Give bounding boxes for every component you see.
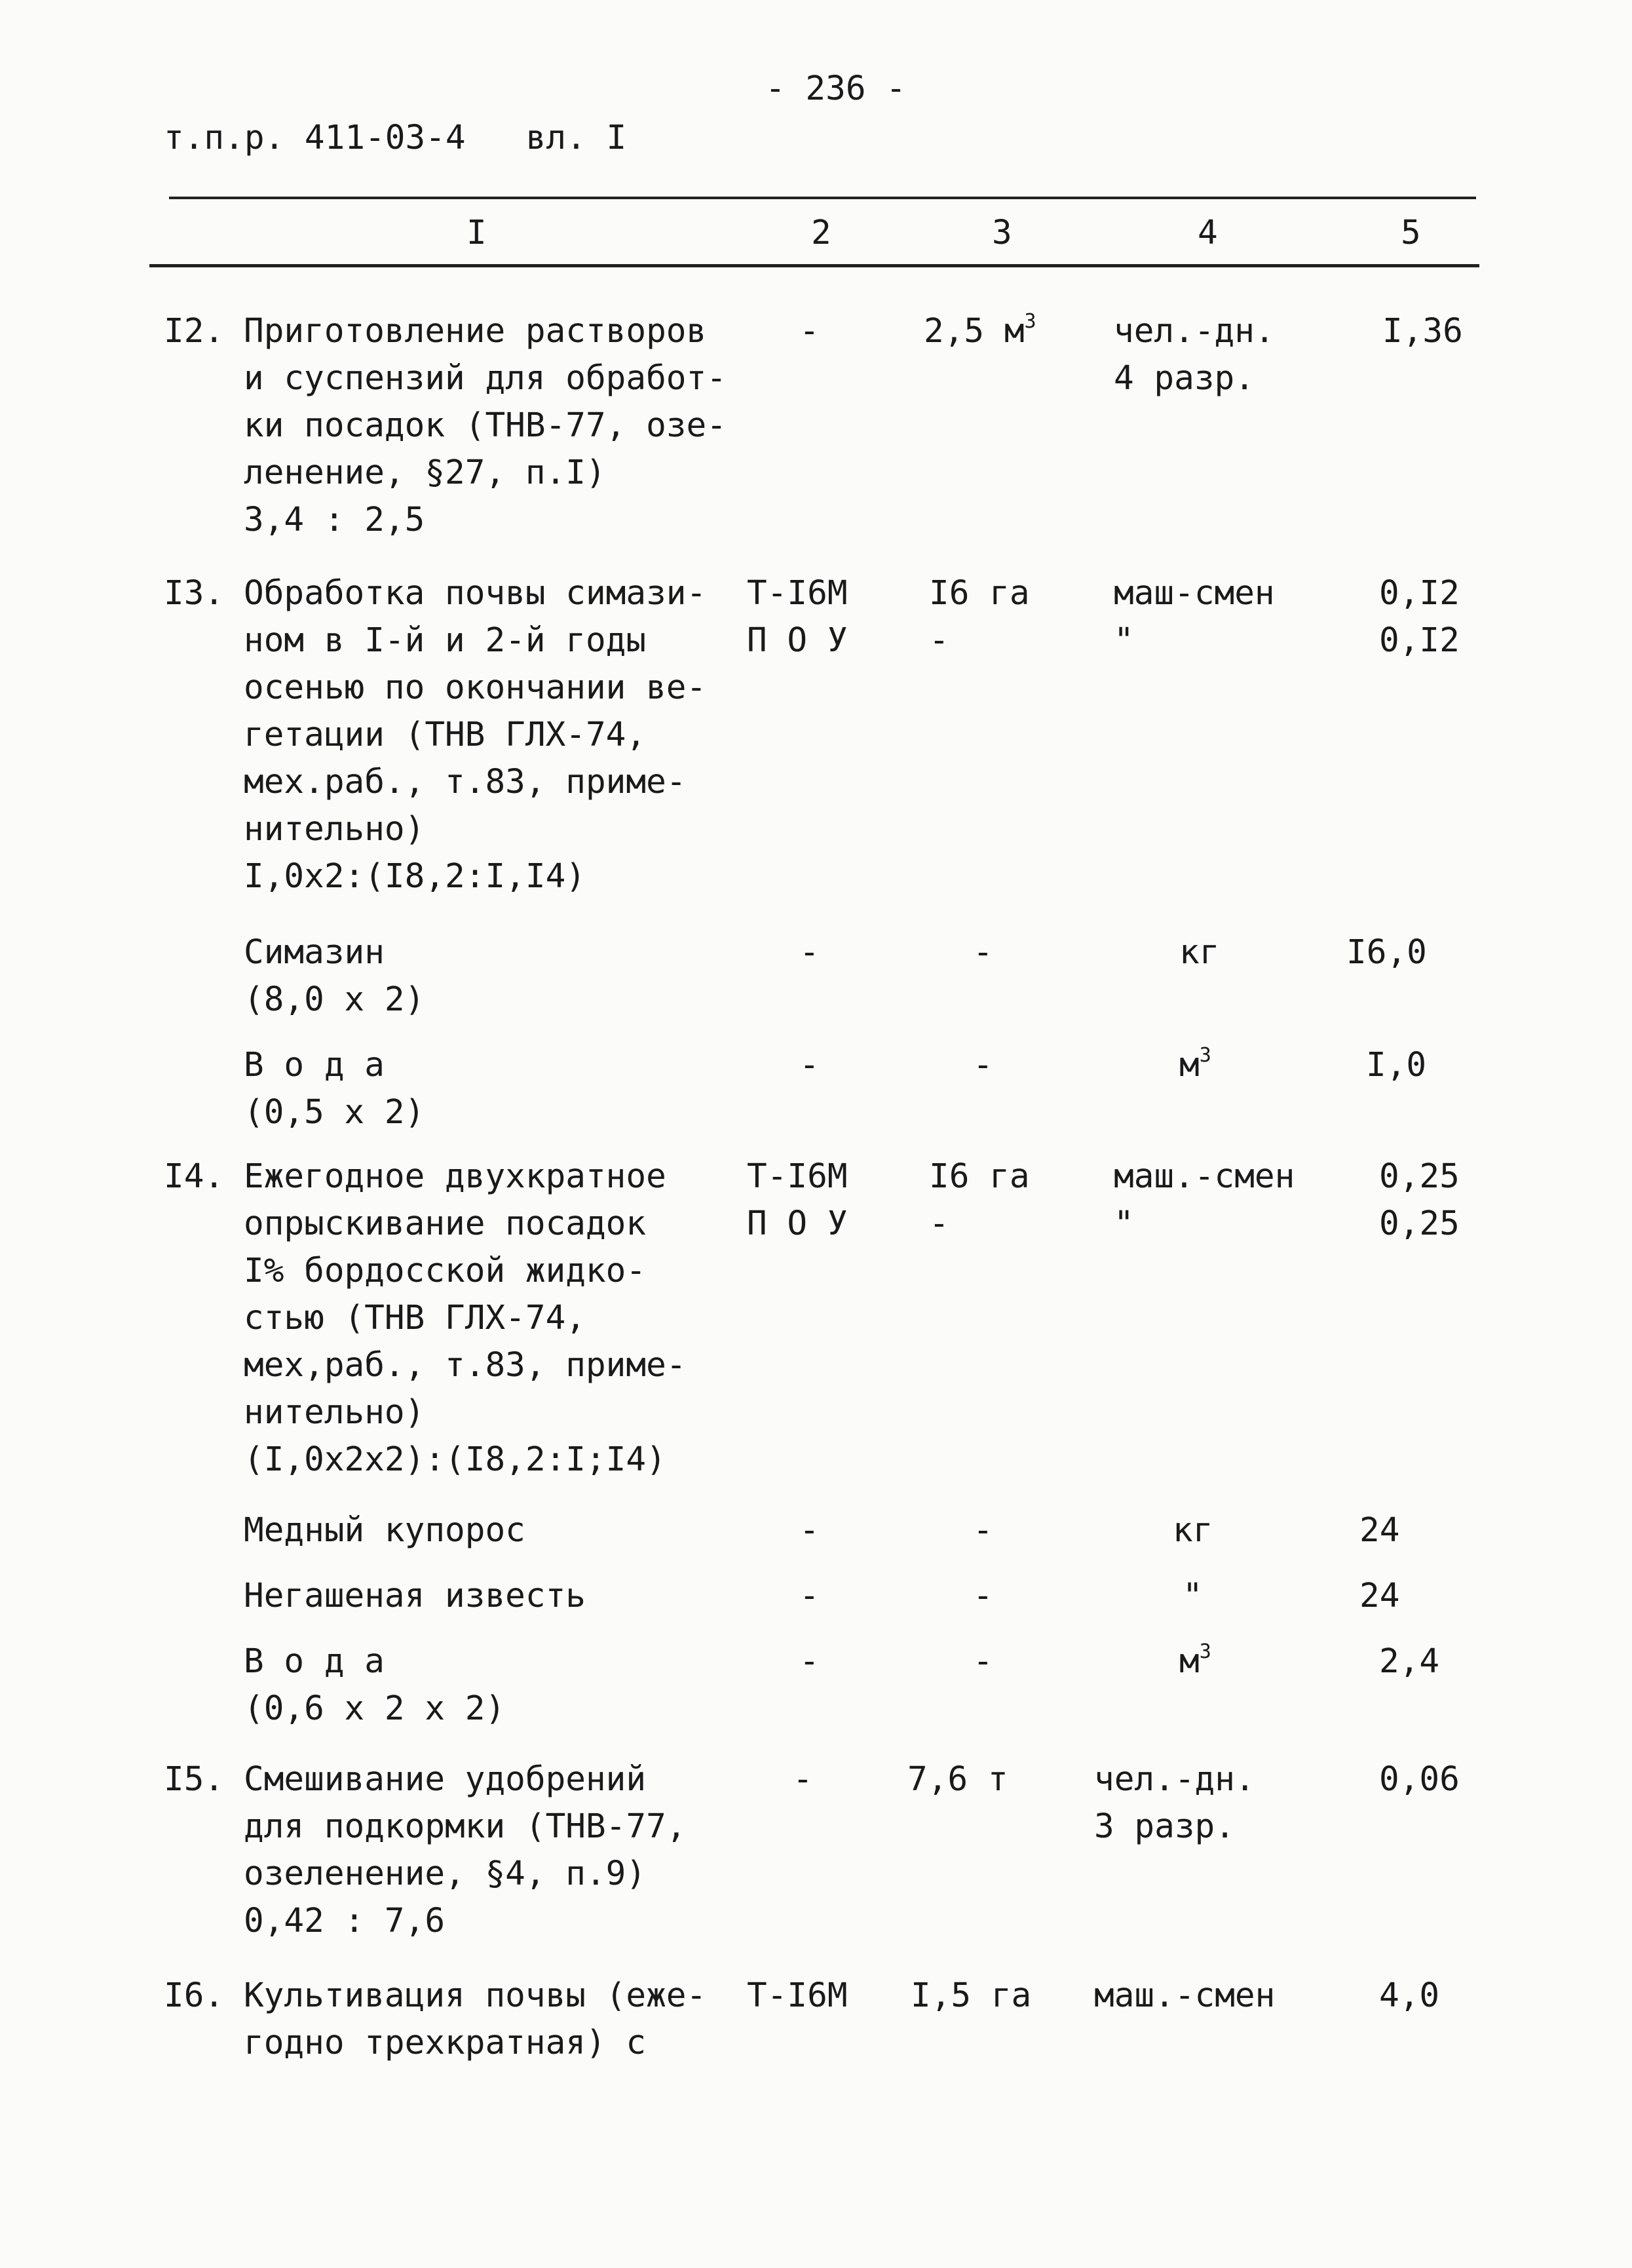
row-col5-line: 24 xyxy=(1359,1511,1400,1550)
row-number: I3. xyxy=(164,574,225,613)
superscript: 3 xyxy=(1199,1640,1211,1663)
row-col2 xyxy=(799,1042,820,1089)
row-col5 xyxy=(1359,1573,1399,1620)
row-col5-line: I,0 xyxy=(1366,1046,1427,1085)
row-description-line: опрыскивание посадок xyxy=(244,1204,647,1243)
row-col3-line: - xyxy=(973,933,993,972)
row-col4-line: маш.-смен xyxy=(1114,1157,1295,1196)
row-description-line: нительно) xyxy=(244,1393,425,1432)
document-reference: т.п.р. 411-03-4 вл. I xyxy=(164,119,627,157)
row-col2-line: П О У xyxy=(747,621,848,660)
row-col2-line: Т-I6М xyxy=(747,1157,848,1196)
row-description-line: стью (ТНВ ГЛХ-74, xyxy=(244,1299,586,1337)
row-col3-line: - xyxy=(973,1642,993,1681)
row-description-line: Обработка почвы симази- xyxy=(244,574,707,613)
row-col2 xyxy=(799,1638,820,1685)
row-col2-line: - xyxy=(799,1577,820,1615)
superscript: 3 xyxy=(1199,1044,1211,1067)
row-col3 xyxy=(907,1756,1008,1803)
row-description-line: осенью по окончании ве- xyxy=(244,668,707,707)
row-number: I5. xyxy=(164,1760,225,1799)
row-col2-line: Т-I6М xyxy=(747,574,848,613)
row-col2 xyxy=(747,570,848,664)
row-col2-line: Т-I6М xyxy=(747,1976,848,2015)
table-header-rule xyxy=(149,264,1479,267)
row-col4-line: маш-смен xyxy=(1114,574,1275,613)
row-col5 xyxy=(1379,1972,1439,2020)
row-col4 xyxy=(1173,1507,1213,1554)
row-col4-line: 4 разр. xyxy=(1114,359,1255,398)
row-col2-line: - xyxy=(799,1642,820,1681)
row-col2-line: - xyxy=(799,312,820,351)
row-col3 xyxy=(929,570,1030,664)
row-col5 xyxy=(1379,570,1460,664)
row-description-line: В о д а xyxy=(244,1642,385,1681)
column-header-5: 5 xyxy=(1401,214,1421,252)
column-header-1: I xyxy=(466,214,487,252)
row-col2 xyxy=(799,1507,820,1554)
row-description-line: Ежегодное двухкратное xyxy=(244,1157,666,1196)
row-description xyxy=(244,1756,687,1945)
row-col3-line: 2,5 $м^3$ xyxy=(924,310,1036,351)
row-number: I6. xyxy=(164,1976,225,2015)
row-col3-line: I6 га xyxy=(929,1157,1030,1196)
row-description-line: Культивация почвы (еже- xyxy=(244,1976,707,2015)
row-col4 xyxy=(1114,570,1275,664)
row-col5-line: I6,0 xyxy=(1346,933,1427,972)
page-number: - 236 - xyxy=(765,69,906,108)
row-description-line: (0,5 x 2) xyxy=(244,1093,425,1132)
row-description xyxy=(244,570,706,900)
row-col5 xyxy=(1382,308,1463,355)
row-col3-line: 7,6 т xyxy=(907,1760,1008,1799)
row-col4 xyxy=(1179,929,1219,976)
row-col5-line: 0,25 xyxy=(1379,1204,1460,1243)
row-description xyxy=(244,1042,425,1136)
column-header-4: 4 xyxy=(1198,214,1218,252)
row-description-line: В о д а xyxy=(244,1046,385,1085)
row-col4-line: $м^3$ xyxy=(1179,1640,1211,1681)
row-description-line: (8,0 x 2) xyxy=(244,980,425,1019)
row-col5-line: 24 xyxy=(1359,1577,1400,1615)
row-description xyxy=(244,1638,505,1733)
row-description-line: мех.раб., т.83, приме- xyxy=(244,763,687,801)
row-col3-line: I,5 га xyxy=(911,1976,1032,2015)
row-description-line: Смешивание удобрений xyxy=(244,1760,647,1799)
row-description-line: Приготовление растворов xyxy=(244,312,707,351)
row-col2 xyxy=(799,308,820,355)
row-description-line: Симазин xyxy=(244,933,385,972)
row-col4 xyxy=(1183,1573,1203,1620)
row-col2 xyxy=(793,1756,813,1803)
row-col5-line: 4,0 xyxy=(1379,1976,1440,2015)
row-description-line: I,0x2:(I8,2:I,I4) xyxy=(244,857,586,896)
row-col4-line: чел.-дн. xyxy=(1114,312,1275,351)
row-col5 xyxy=(1379,1153,1460,1248)
row-description xyxy=(244,1972,706,2067)
row-description xyxy=(244,1507,525,1554)
row-col4 xyxy=(1094,1972,1275,2020)
row-col4-line: $м^3$ xyxy=(1179,1044,1211,1085)
row-col2-line: - xyxy=(799,1511,820,1550)
row-col3 xyxy=(911,1972,1031,2020)
row-col4 xyxy=(1094,1756,1255,1851)
row-col4-line: " xyxy=(1114,621,1134,660)
row-col4-line: 3 разр. xyxy=(1094,1807,1235,1846)
row-col5 xyxy=(1346,929,1427,976)
row-col3-line: I6 га xyxy=(929,574,1030,613)
row-col5-line: 0,I2 xyxy=(1379,574,1460,613)
row-col5 xyxy=(1359,1507,1399,1554)
row-col2-line: - xyxy=(793,1760,813,1799)
row-col2-line: - xyxy=(799,1046,820,1085)
row-col2 xyxy=(747,1153,848,1248)
row-description xyxy=(244,308,727,544)
row-col3-line: - xyxy=(973,1046,993,1085)
row-col5-line: 0,25 xyxy=(1379,1157,1460,1196)
row-description-line: (0,6 x 2 x 2) xyxy=(244,1689,506,1728)
row-col2-line: П О У xyxy=(747,1204,848,1243)
row-col3-line: - xyxy=(973,1511,993,1550)
row-col4 xyxy=(1114,308,1275,402)
row-col4 xyxy=(1114,1153,1295,1248)
row-col4-line: " xyxy=(1183,1577,1203,1615)
row-description-line: ном в I-й и 2-й годы xyxy=(244,621,647,660)
row-col5-line: 0,I2 xyxy=(1379,621,1460,660)
row-col3-line: - xyxy=(973,1577,993,1615)
superscript: 3 xyxy=(1024,310,1036,333)
row-col4-line: " xyxy=(1114,1204,1134,1243)
table-top-rule xyxy=(169,197,1476,199)
row-description xyxy=(244,1153,687,1484)
row-col4 xyxy=(1179,1638,1211,1685)
row-col2 xyxy=(747,1972,848,2020)
row-description xyxy=(244,1573,586,1620)
row-description-line: 3,4 : 2,5 xyxy=(244,501,425,539)
row-number: I4. xyxy=(164,1157,225,1196)
row-description-line: Медный купорос xyxy=(244,1511,525,1550)
row-col2 xyxy=(799,1573,820,1620)
row-description-line: 0,42 : 7,6 xyxy=(244,1902,446,1940)
column-header-2: 2 xyxy=(811,214,831,252)
row-col5-line: I,36 xyxy=(1382,312,1463,351)
row-description-line: озеленение, §4, п.9) xyxy=(244,1855,647,1893)
row-col3 xyxy=(924,308,1036,355)
row-col5-line: 2,4 xyxy=(1379,1642,1440,1681)
row-col3 xyxy=(973,1042,993,1089)
row-description-line: ленение, §27, п.I) xyxy=(244,453,606,492)
row-col4-line: кг xyxy=(1179,933,1220,972)
row-description-line: нительно) xyxy=(244,810,425,849)
row-col5 xyxy=(1379,1638,1439,1685)
row-col3 xyxy=(973,1573,993,1620)
row-description-line: и суспензий для обработ- xyxy=(244,359,727,398)
row-description-line: мех,раб., т.83, приме- xyxy=(244,1346,687,1385)
column-header-3: 3 xyxy=(992,214,1012,252)
row-col3 xyxy=(929,1153,1030,1248)
row-col4-line: чел.-дн. xyxy=(1094,1760,1255,1799)
row-col4-line: кг xyxy=(1173,1511,1213,1550)
row-description-line: (I,0x2x2):(I8,2:I;I4) xyxy=(244,1440,666,1479)
row-description xyxy=(244,929,425,1024)
row-description-line: ки посадок (ТНВ-77, озе- xyxy=(244,406,727,445)
row-col3-line: - xyxy=(929,621,949,660)
row-col3 xyxy=(973,929,993,976)
row-col2 xyxy=(799,929,820,976)
row-description-line: Негашеная известь xyxy=(244,1577,586,1615)
row-description-line: для подкормки (ТНВ-77, xyxy=(244,1807,687,1846)
row-col5 xyxy=(1366,1042,1426,1089)
row-col3 xyxy=(973,1638,993,1685)
row-col3 xyxy=(973,1507,993,1554)
row-description-line: гетации (ТНВ ГЛХ-74, xyxy=(244,716,647,754)
row-number: I2. xyxy=(164,312,225,351)
row-description-line: годно трехкратная) с xyxy=(244,2024,647,2062)
row-col5 xyxy=(1379,1756,1460,1803)
row-col4-line: маш.-смен xyxy=(1094,1976,1276,2015)
row-description-line: I% бордосской жидко- xyxy=(244,1252,647,1290)
row-col3-line: - xyxy=(929,1204,949,1243)
row-col2-line: - xyxy=(799,933,820,972)
row-col5-line: 0,06 xyxy=(1379,1760,1460,1799)
row-col4 xyxy=(1179,1042,1211,1089)
